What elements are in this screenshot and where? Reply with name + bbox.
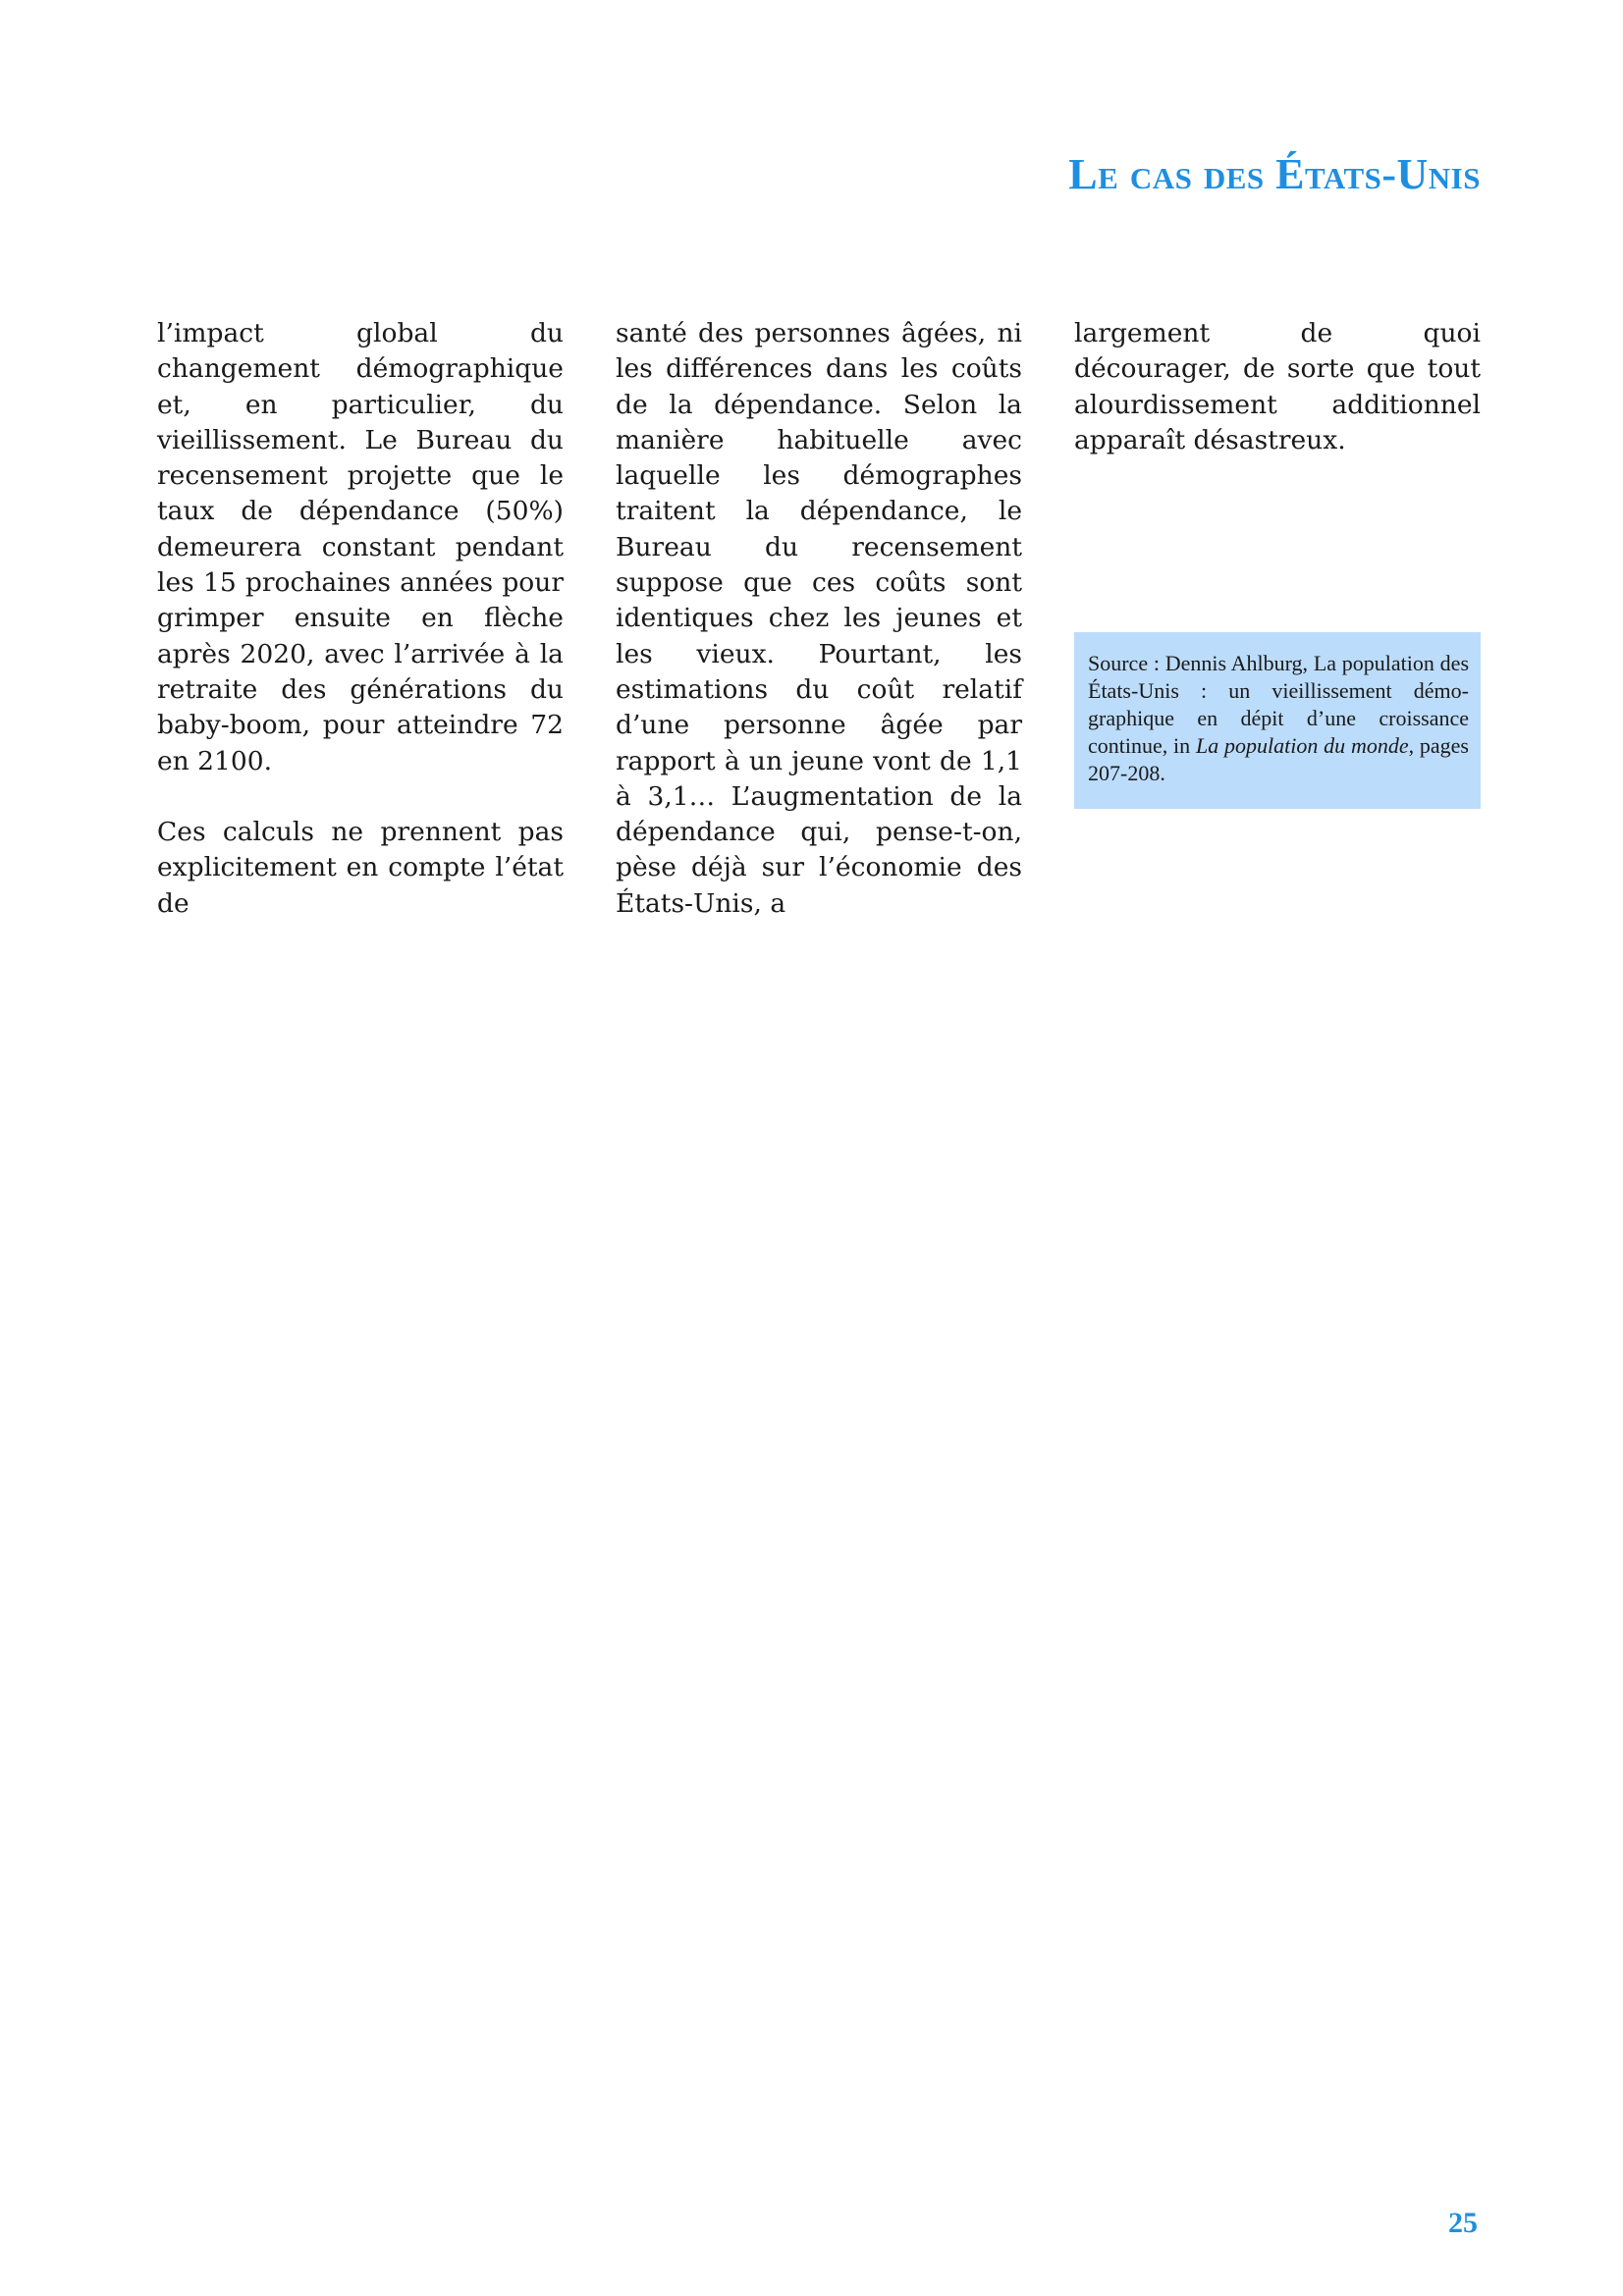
source-citation-box — [1074, 632, 1481, 809]
source-book-title: La population du monde — [1195, 733, 1409, 758]
running-header-title: Le cas des États-Unis — [1068, 150, 1481, 198]
text-column-1 — [157, 316, 564, 922]
column-1-paragraph-2: Ces calculs ne prennent pas explicitement en compte l’état de — [157, 817, 564, 919]
column-1-paragraph-1: l’impact global du changement démographique et, en particulier, du vieillissement. Le Bureau du recensement projette que le taux de dépendance (50%) demeurera constant pendant les 15 prochaines années pour grimper ensuite en flèche après 2020, avec l’arrivée à la retraite des générations du baby-boom, pour atteindre 72 en 2100. — [157, 318, 564, 776]
page-number: 25 — [1448, 2207, 1478, 2239]
column-2-paragraph-1: santé des personnes âgées, ni les différences dans les coûts de la dépendance. Selon la manière habituelle avec laquelle les démographes traitent la dépendance, le Bureau du recensement suppose que ces coûts sont identiques chez les jeunes et les vieux. Pourtant, les estimations du coût relatif d’une personne âgée par rapport à un jeune vont de 1,1 à 3,1… L’augmentation de la dépendance qui, pense-t-on, pèse déjà sur l’économie des États-Unis, a — [616, 318, 1022, 919]
text-column-2 — [616, 316, 1022, 922]
source-citation-text: Source : Dennis Ahlburg, La population des États-Unis : un vieillissement démographique en dépit d’une croissance continue, in — [1088, 651, 1469, 758]
text-column-3 — [1074, 316, 1481, 458]
source-citation-pages: , pages 207-208. — [1088, 733, 1469, 785]
column-3-paragraph-1: largement de quoi décourager, de sorte que tout alourdissement additionnel apparaît désastreux. — [1074, 318, 1481, 455]
